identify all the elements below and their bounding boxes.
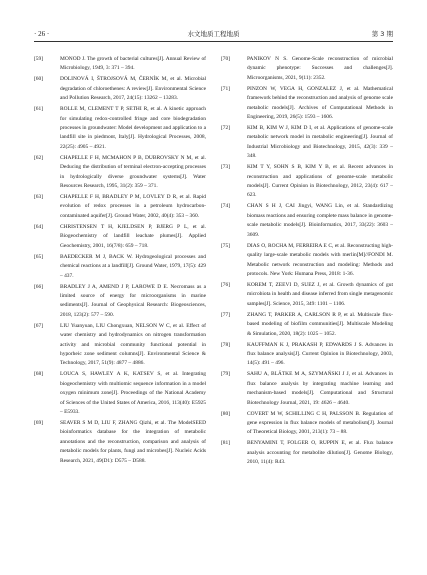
reference-text: KAUFFMAN K J, PRAKASH P, EDWARDS J S. Advances in flux balance analysis[J]. Current Opinion in Biotechnology, 2003, 14(5): 491 – 496.: [247, 341, 393, 367]
reference-number: [80]: [221, 410, 231, 417]
reference-number: [71]: [221, 85, 231, 92]
reference-entry: [221, 163, 393, 201]
reference-entry: [34, 370, 206, 417]
reference-number: [59]: [34, 56, 44, 62]
reference-entry: [34, 283, 206, 321]
reference-text: CHAPELLE F H, MCMAHON P B, DUBROVSKY N M, et al. Deducing the distribution of terminal electron-accepting processes in hydrologically diverse groundwater systems[J]. Water Resources Research, 1995, 31(2): 359 – 371.: [60, 154, 206, 190]
reference-entry: [221, 85, 393, 123]
reference-text: ROLLE M, CLEMENT T P, SETHI R, et al. A kinetic approach for simulating redox-controlled fringe and core biodegradation processes in groundwater: Model development and application to a landfill site in piedmont, Italy[J]. Hydrological Processes, 2008, 22(25): 4905 – 4921.: [60, 106, 206, 150]
reference-text: KOREM T, ZEEVI D, SUEZ J, et al. Growth dynamics of gut microbiota in health and disease inferred from single metagenomic samples[J]. Science, 2015, 349: 1101 – 1106.: [247, 281, 393, 307]
reference-number: [67]: [34, 322, 44, 329]
reference-text: CHAN S H J, CAI Jingyi, WANG Lin, et al. Standardizing biomass reactions and ensuring complete mass balance in genome-scale metabolic models[J]. Bioinformatics, 2017, 33(22): 3603 – 3609.: [247, 203, 393, 238]
reference-number: [75]: [221, 242, 231, 249]
reference-text: LIU Yuanyuan, LIU Chongxuan, NELSON W C, et al. Effect of water chemistry and hydrodynamics on nitrogen transformation activity and microbial community functional potential in hyporheic zone sediment columns[J]. Environmental Science & Technology, 2017, 51(9): 4877 – 4886.: [60, 322, 206, 367]
reference-number: [68]: [34, 371, 44, 378]
reference-text: PINZON W, VEGA H, GONZALEZ J, et al. Mathematical framework behind the reconstruction and analysis of genome scale metabolic models[J]. Archives of Computational Methods in Engineering, 2019, 26(5): 1593 – 1606.: [247, 85, 393, 121]
reference-number: [76]: [221, 281, 231, 288]
reference-entry: [221, 410, 393, 438]
reference-text: BENYAMINI T, FOLGER O, RUPPIN E, et al. Flux balance analysis accounting for metabolite dilution[J]. Genome Biology, 2010, 11(4): R43.: [247, 440, 393, 466]
reference-text: PANIKOV N S. Genome-Scale reconstruction of microbial dynamic phenotype: Successes and challenges[J]. Microorganisms, 2021, 9(11): 2352.: [247, 56, 393, 81]
reference-text: COVERT M W, SCHILLING C H, PALSSON B. Regulation of gene expression in flux balance models of metabolism[J]. Journal of Theoretical Biology, 2001, 213(1): 73 – 88.: [247, 410, 393, 436]
reference-number: [78]: [221, 341, 231, 348]
right-reference-column: [221, 55, 393, 469]
reference-entry: [34, 322, 206, 369]
reference-entry: [221, 55, 393, 83]
reference-text: KIM B, KIM W J, KIM D I, et al. Applications of genome-scale metabolic network model in metabolic engineering[J]. Journal of Industrial Microbiology and Biotechnology, 2015, 42(3): 339 – 348.: [247, 125, 393, 160]
reference-entry: [34, 105, 206, 152]
reference-entry: [34, 419, 206, 466]
reference-entry: [221, 370, 393, 408]
reference-entry: [34, 75, 206, 103]
reference-number: [77]: [221, 311, 231, 318]
reference-number: [63]: [34, 194, 44, 201]
reference-number: [65]: [34, 253, 44, 260]
reference-entry: [221, 124, 393, 162]
reference-entry: [34, 55, 206, 74]
reference-entry: [34, 223, 206, 251]
reference-text: SEAVER S M D, LIU F, ZHANG Qizhi, et al. The ModelSEED bioinformatics database for the integration of metabolic annotations and the reconstruction, comparison and analysis of metabolic models for plants, fungi and microbes[J]. Nucleic Acids Research, 2021, 49(D1): D575 – D588.: [60, 419, 206, 464]
reference-number: [64]: [34, 223, 44, 230]
reference-number: [74]: [221, 203, 231, 210]
reference-number: [72]: [221, 125, 231, 132]
reference-number: [69]: [34, 419, 44, 426]
reference-text: DOLINOVÁ I, ŠTROJSOVÁ M, ČERNÍK M, et al. Microbial degradation of chloroethenes: A review[J]. Environmental Science and Pollution Research, 2017, 24(15): 13262 – 13283.: [60, 76, 206, 102]
reference-text: BRADLEY J A, AMEND J P, LAROWE D E. Necromass as a limited source of energy for microorganisms in marine sediments[J]. Journal of Geophysical Research: Biogeosciences, 2018, 123(2): 577 – 590.: [60, 283, 206, 318]
reference-number: [73]: [221, 164, 231, 171]
reference-number: [66]: [34, 283, 44, 290]
left-reference-column: [34, 55, 206, 468]
journal-title: 水文地质工程地质: [187, 30, 240, 38]
reference-text: SAHU A, BLÄTKE M A, SZYMAŃSKI J J, et al. Advances in flux balance analysis by integrating machine learning and mechanism-based models[J]. Computational and Structural Biotechnology Journal, 2021, 19: 4626 – 4640.: [247, 371, 393, 406]
header-rule: [34, 41, 393, 42]
reference-entry: [221, 311, 393, 339]
page-header: [34, 28, 393, 40]
reference-entry: [221, 281, 393, 309]
reference-text: LOUCA S, HAWLEY A K, KATSEV S, et al. Integrating biogeochemistry with multiomic sequence information in a model oxygen minimum zone[J]. Proceedings of the National Academy of Sciences of the United States of America, 2016, 113(40): E5925 – E5933.: [60, 371, 206, 415]
reference-text: BAEDECKER M J, BACK W. Hydrogeological processes and chemical reactions at a landfill[J]. Ground Water, 1979, 17(5): 429 – 437.: [60, 253, 206, 279]
reference-text: CHRISTENSEN T H, KJELDSEN P, BJERG P L, et al. Biogeochemistry of landfill leachate plumes[J]. Applied Geochemistry, 2001, 16(7/8): 659 – 718.: [60, 223, 206, 249]
reference-entry: [221, 202, 393, 240]
reference-number: [61]: [34, 106, 44, 113]
page-number: · 26 ·: [34, 30, 50, 38]
reference-number: [79]: [221, 371, 231, 378]
reference-entry: [34, 253, 206, 281]
reference-entry: [221, 341, 393, 369]
reference-entry: [34, 154, 206, 192]
reference-text: ZHANG T, PARKER A, CARLSON R P, et al. Multiscale flux-based modeling of biofilm communities[J]. Multiscale Modeling & Simulation, 2020, 18(2): 1025 – 1052.: [247, 311, 393, 337]
reference-number: [62]: [34, 154, 44, 161]
reference-number: [60]: [34, 76, 44, 83]
reference-number: [70]: [221, 56, 231, 62]
reference-text: KIM T Y, SOHN S B, KIM Y B, et al. Recent advances in reconstruction and applications of genome-scale metabolic models[J]. Current Opinion in Biotechnology, 2012, 23(4): 617 – 623.: [247, 164, 393, 199]
reference-text: CHAPELLE F H, BRADLEY P M, LOVLEY D R, et al. Rapid evolution of redox processes in a petroleum hydrocarbon-contaminated aquifer[J]. Ground Water, 2002, 40(4): 353 – 360.: [60, 194, 206, 219]
reference-entry: [221, 439, 393, 467]
reference-text: MONOD J. The growth of bacterial cultures[J]. Annual Review of Microbiology, 1949, 3: 371 – 394.: [60, 56, 206, 72]
reference-entry: [34, 193, 206, 221]
reference-number: [81]: [221, 440, 231, 447]
issue-label: 第 3 期: [371, 30, 393, 38]
reference-text: DIAS O, ROCHA M, FERREIRA E C, et al. Reconstructing high-quality large-scale metabolic models with merlin[M]//FONDI M. Metabolic network reconstruction and modeling: Methods and protocols. New York: Humana Press, 2018: 1-36.: [247, 242, 393, 277]
reference-entry: [221, 242, 393, 280]
